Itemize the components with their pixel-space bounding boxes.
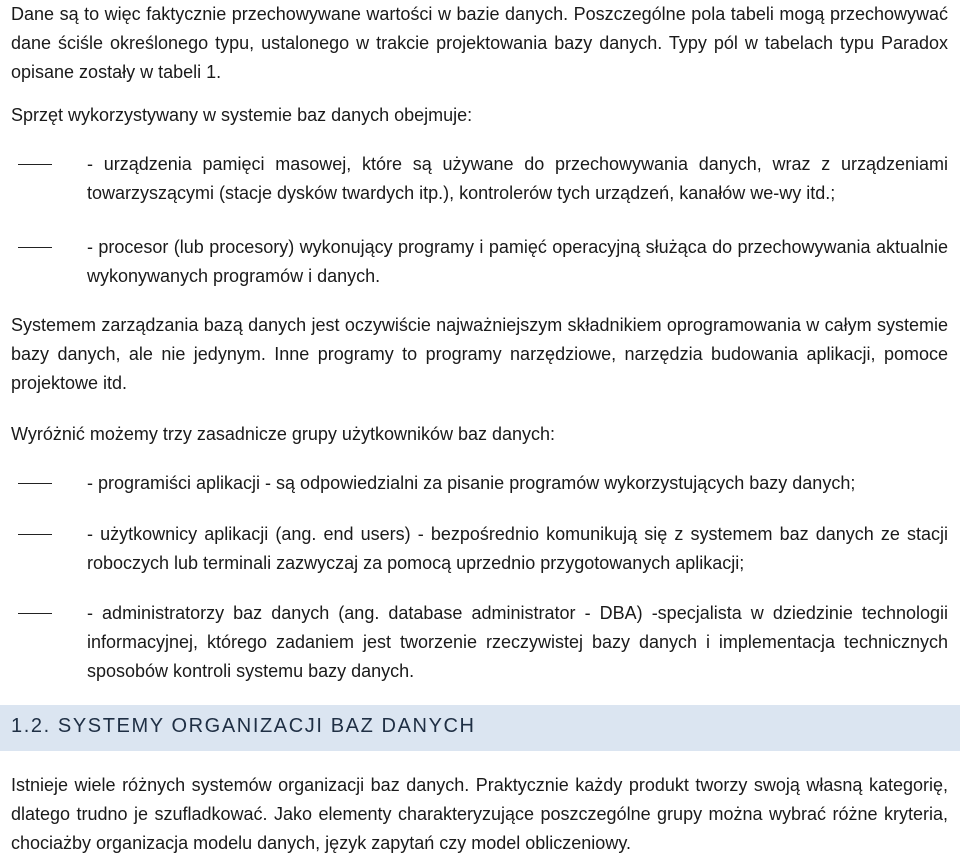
list-item-text: - administratorzy baz danych (ang. database administrator - DBA) -specjalista w dziedzinie technologii informacyjnej, którego zadaniem jest tworzenie rzeczywistej bazy danych i implementacja technicznych sposobów kontroli systemu bazy danych. — [87, 603, 948, 681]
list-item-text: - użytkownicy aplikacji (ang. end users) - bezpośrednio komunikują się z systemem baz danych ze stacji roboczych lub terminali zazwyczaj za pomocą uprzednio przygotowanych aplikacji; — [87, 524, 948, 573]
dash-bullet — [18, 247, 52, 248]
dash-bullet — [18, 613, 52, 614]
list-item-text: - procesor (lub procesory) wykonujący programy i pamięć operacyjną służąca do przechowywania aktualnie wykonywanych programów i danych. — [87, 237, 948, 286]
user-groups-intro-paragraph: Wyróżnić możemy trzy zasadnicze grupy użytkowników baz danych: — [11, 424, 556, 444]
dash-bullet — [18, 164, 52, 165]
section-paragraph: Istnieje wiele różnych systemów organizacji baz danych. Praktycznie każdy produkt tworzy swoją własną kategorię, dlatego trudno je szufladkować. Jako elementy charakteryzujące poszczególne grupy można wybrać różne kryteria, chociażby organizacja modelu danych, język zapytań czy model obliczeniowy. — [11, 775, 948, 853]
list-item-text: - programiści aplikacji - są odpowiedzialni za pisanie programów wykorzystujących bazy danych; — [87, 473, 856, 493]
dash-bullet — [18, 483, 52, 484]
dash-bullet — [18, 534, 52, 535]
intro-paragraph: Dane są to więc faktycznie przechowywane wartości w bazie danych. Poszczególne pola tabeli mogą przechowywać dane ściśle określonego typu, ustalonego w trakcie projektowania bazy danych. Typy pól w tabelach typu Paradox opisane zostały w tabeli 1. — [11, 4, 948, 82]
hardware-intro-paragraph: Sprzęt wykorzystywany w systemie baz danych obejmuje: — [11, 105, 473, 125]
section-heading: 1.2. SYSTEMY ORGANIZACJI BAZ DANYCH — [11, 715, 476, 737]
dbms-paragraph: Systemem zarządzania bazą danych jest oczywiście najważniejszym składnikiem oprogramowania w całym systemie bazy danych, ale nie jedynym. Inne programy to programy narzędziowe, narzędzia budowania aplikacji, pomoce projektowe itd. — [11, 315, 948, 393]
list-item-text: - urządzenia pamięci masowej, które są używane do przechowywania danych, wraz z urządzeniami towarzyszącymi (stacje dysków twardych itp.), kontrolerów tych urządzeń, kanałów we-wy itd.; — [87, 154, 948, 203]
